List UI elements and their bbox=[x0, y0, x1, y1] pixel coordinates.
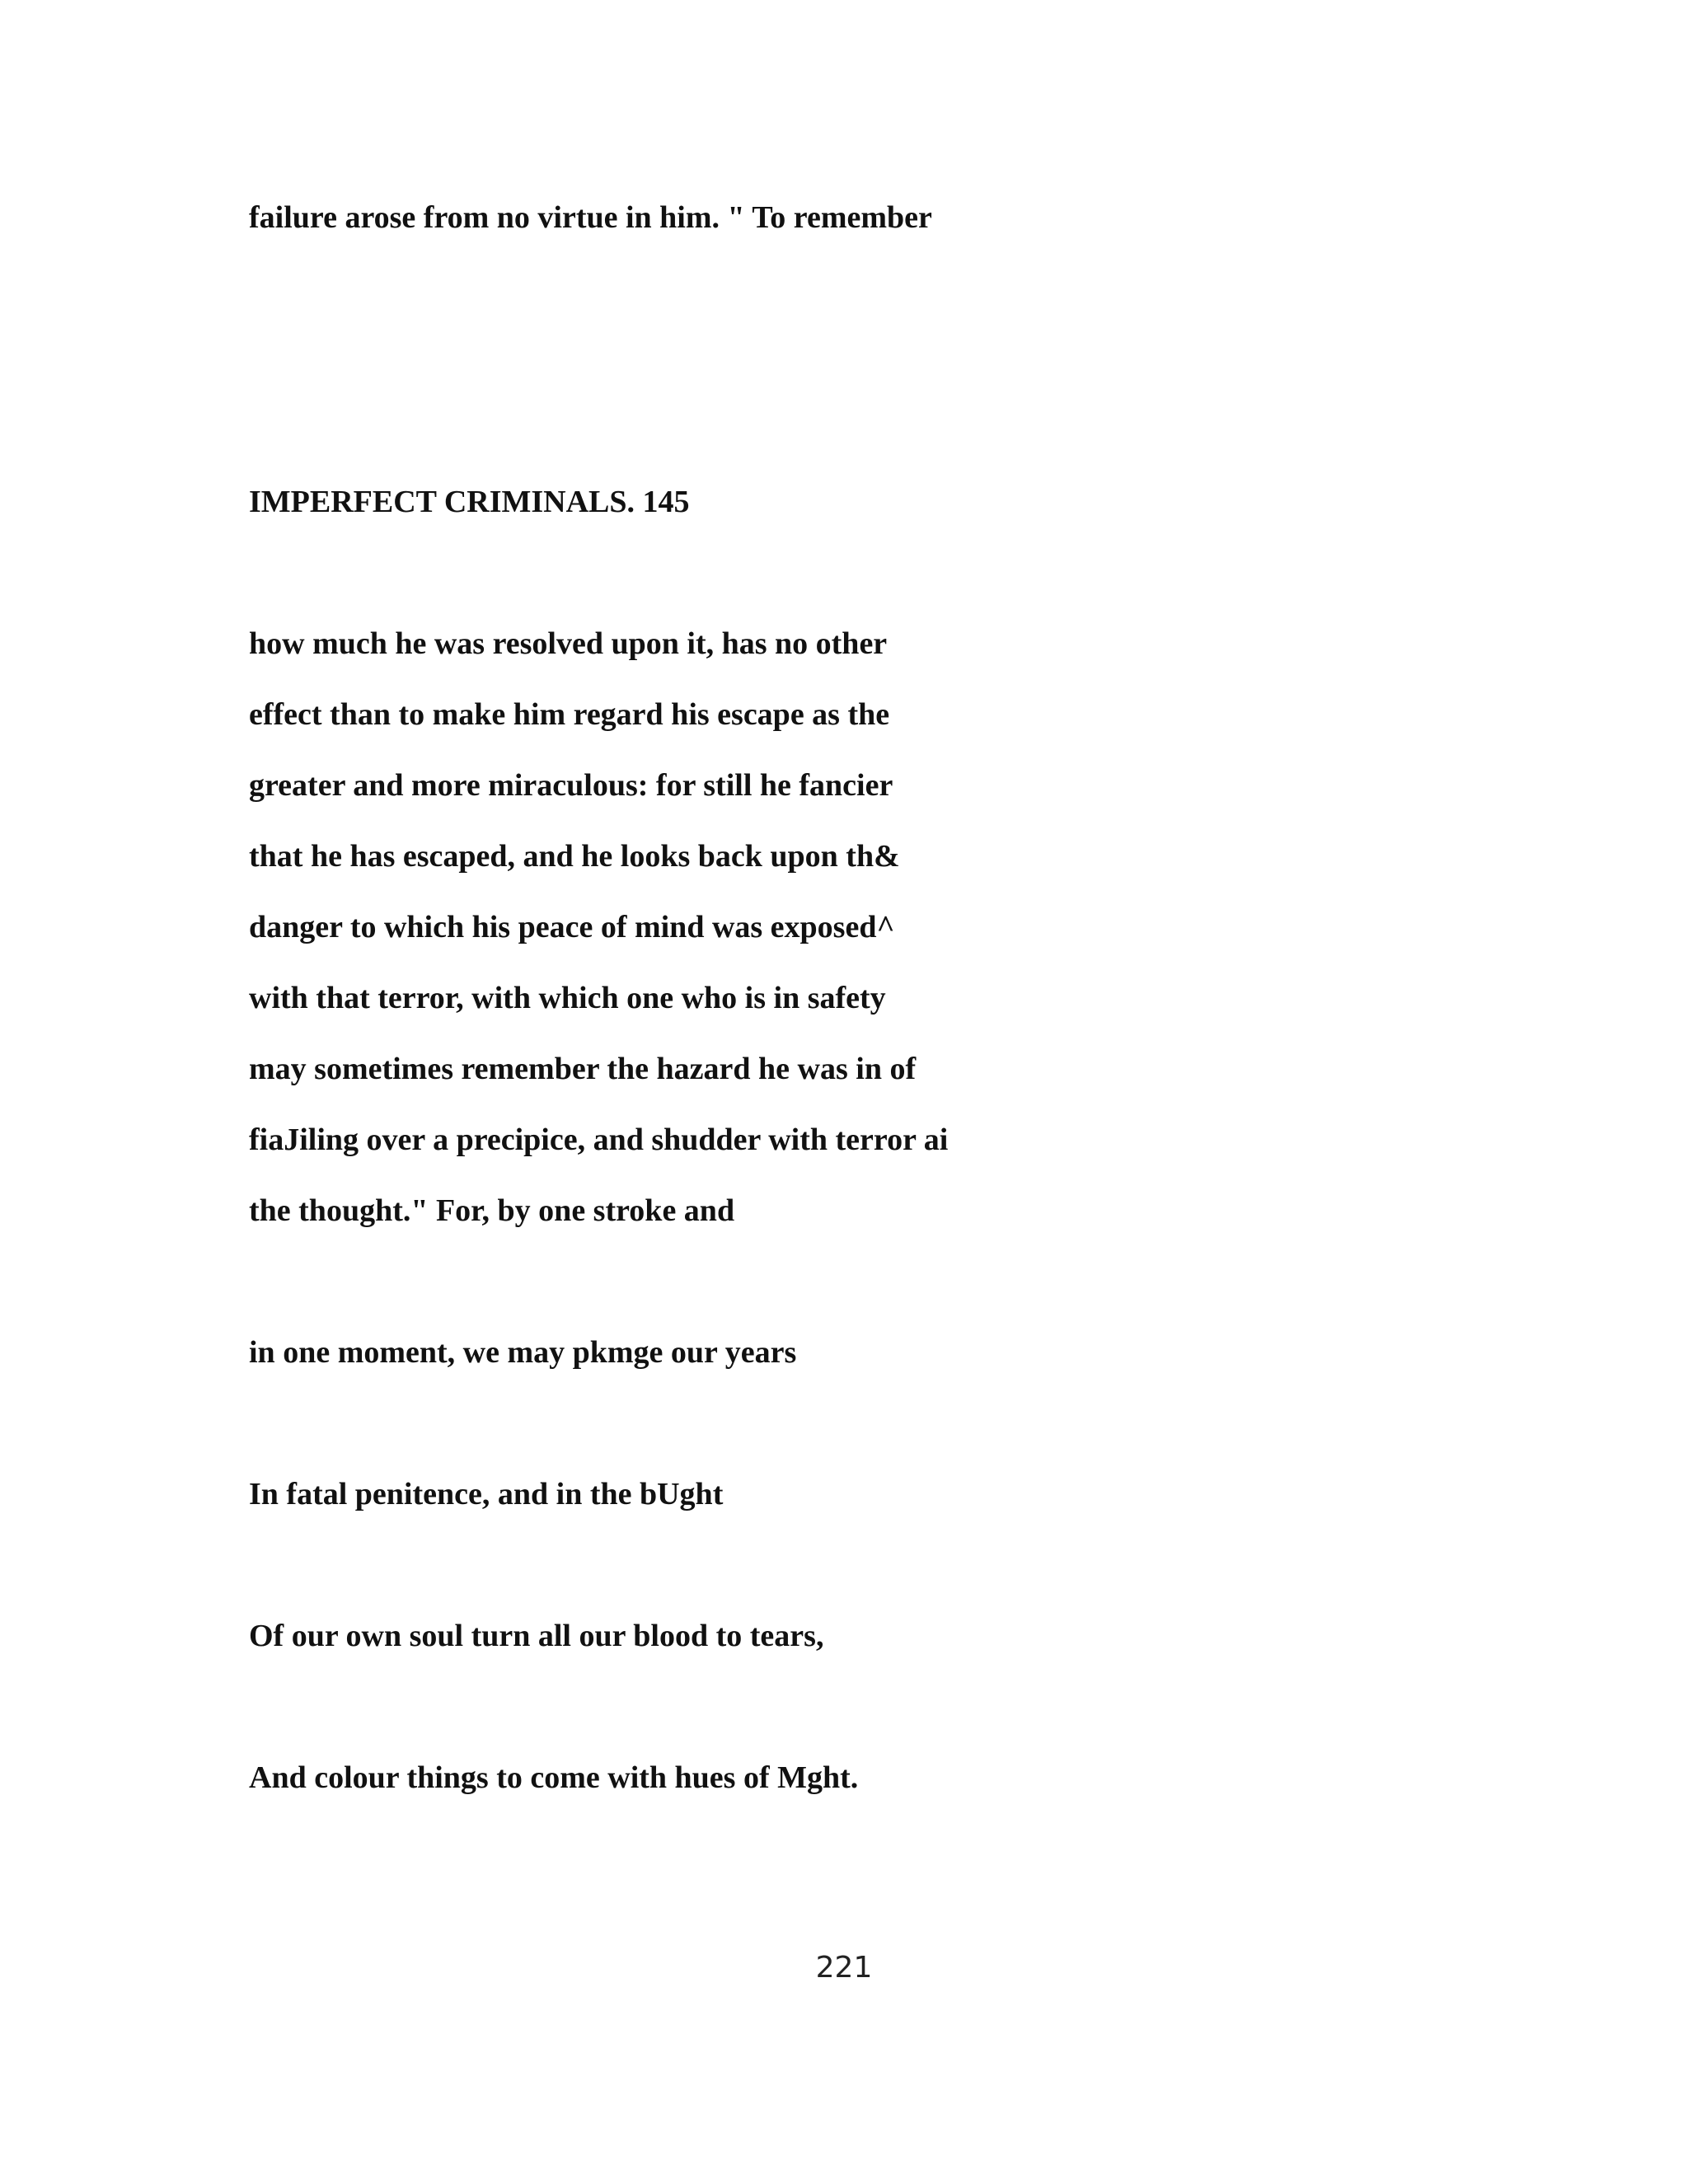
text-line-6: danger to which his peace of mind was exposed^ bbox=[249, 910, 895, 944]
text-line-5: that he has escaped, and he looks back upon th& bbox=[249, 839, 900, 874]
verse-line-3: Of our own soul turn all our blood to tears, bbox=[249, 1619, 824, 1653]
text-line-4: greater and more miraculous: for still he fancier bbox=[249, 768, 893, 803]
text-line-2: how much he was resolved upon it, has no other bbox=[249, 626, 888, 661]
running-header: IMPERFECT CRIMINALS. 145 bbox=[249, 485, 690, 519]
page-number: 221 bbox=[815, 1951, 873, 1985]
text-line-3: effect than to make him regard his escape as the bbox=[249, 697, 890, 732]
text-line-8: may sometimes remember the hazard he was in of bbox=[249, 1052, 917, 1086]
verse-line-2: In fatal penitence, and in the bUght bbox=[249, 1477, 724, 1511]
text-line-7: with that terror, with which one who is in safety bbox=[249, 981, 886, 1015]
text-line-1: failure arose from no virtue in him. " To remember bbox=[249, 200, 932, 235]
verse-line-4: And colour things to come with hues of Mght. bbox=[249, 1760, 859, 1795]
verse-line-1: in one moment, we may pkmge our years bbox=[249, 1335, 797, 1370]
text-line-9: fiaJiling over a precipice, and shudder with terror ai bbox=[249, 1122, 949, 1157]
text-line-10: the thought." For, by one stroke and bbox=[249, 1193, 735, 1228]
